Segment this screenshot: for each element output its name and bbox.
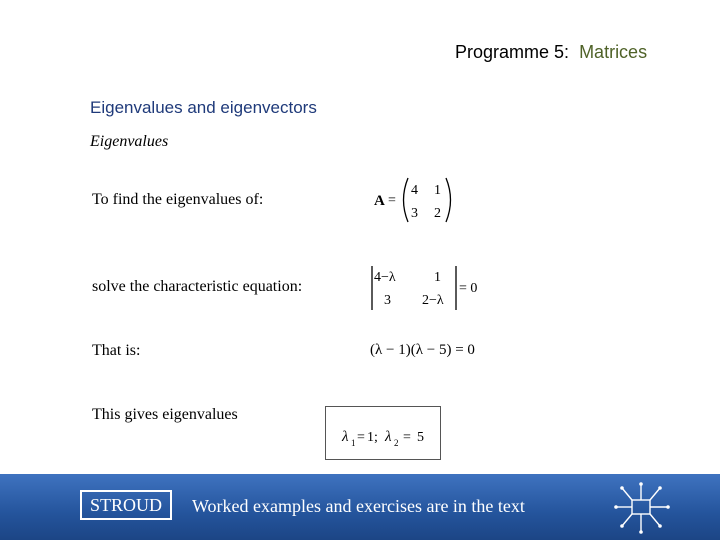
stroud-logo: STROUD bbox=[80, 490, 172, 520]
lambda-2-equals: = bbox=[403, 430, 411, 445]
lambda-2-value: 5 bbox=[417, 430, 424, 445]
step-that-is-text: That is: bbox=[92, 342, 141, 359]
det-equals-zero: = 0 bbox=[459, 281, 478, 296]
lambda-1-equals: = bbox=[357, 430, 365, 445]
det-cell: 4−λ bbox=[374, 270, 396, 285]
det-cell: 1 bbox=[434, 270, 441, 285]
lambda-1-value: 1 bbox=[367, 430, 374, 445]
programme-number: Programme 5: bbox=[455, 42, 570, 62]
det-cell: 3 bbox=[384, 293, 391, 308]
programme-title bbox=[455, 42, 647, 63]
eigenvalues-box bbox=[325, 406, 441, 460]
lambda-2-subscript: 2 bbox=[394, 438, 399, 448]
matrix-equals: = bbox=[388, 193, 396, 208]
subtitle: Eigenvalues bbox=[90, 133, 169, 150]
matrix-cell: 4 bbox=[411, 183, 418, 198]
network-icon[interactable] bbox=[612, 480, 672, 536]
step-solve-text: solve the characteristic equation: bbox=[92, 278, 303, 295]
lambda-1-symbol: λ bbox=[342, 429, 349, 445]
step-gives-text: This gives eigenvalues bbox=[92, 406, 238, 423]
right-paren bbox=[446, 178, 451, 222]
lambda-1-subscript: 1 bbox=[351, 438, 356, 448]
characteristic-determinant bbox=[368, 262, 488, 314]
matrix-name: A bbox=[374, 193, 385, 209]
step-find-text: To find the eigenvalues of: bbox=[92, 191, 264, 208]
matrix-equation bbox=[370, 174, 460, 226]
separator: ; bbox=[374, 430, 378, 445]
section-title: Eigenvalues and eigenvectors bbox=[90, 98, 317, 117]
matrix-cell: 3 bbox=[411, 206, 418, 221]
det-cell: 2−λ bbox=[422, 293, 444, 308]
left-paren bbox=[404, 178, 409, 222]
factored-equation: (λ − 1)(λ − 5) = 0 bbox=[370, 342, 475, 358]
eigenvalues-formula bbox=[326, 407, 442, 461]
lambda-2-symbol: λ bbox=[385, 429, 392, 445]
programme-topic: Matrices bbox=[579, 42, 648, 62]
matrix-cell: 2 bbox=[434, 206, 441, 221]
matrix-cell: 1 bbox=[434, 183, 441, 198]
footer-note: Worked examples and exercises are in the text bbox=[192, 496, 525, 516]
